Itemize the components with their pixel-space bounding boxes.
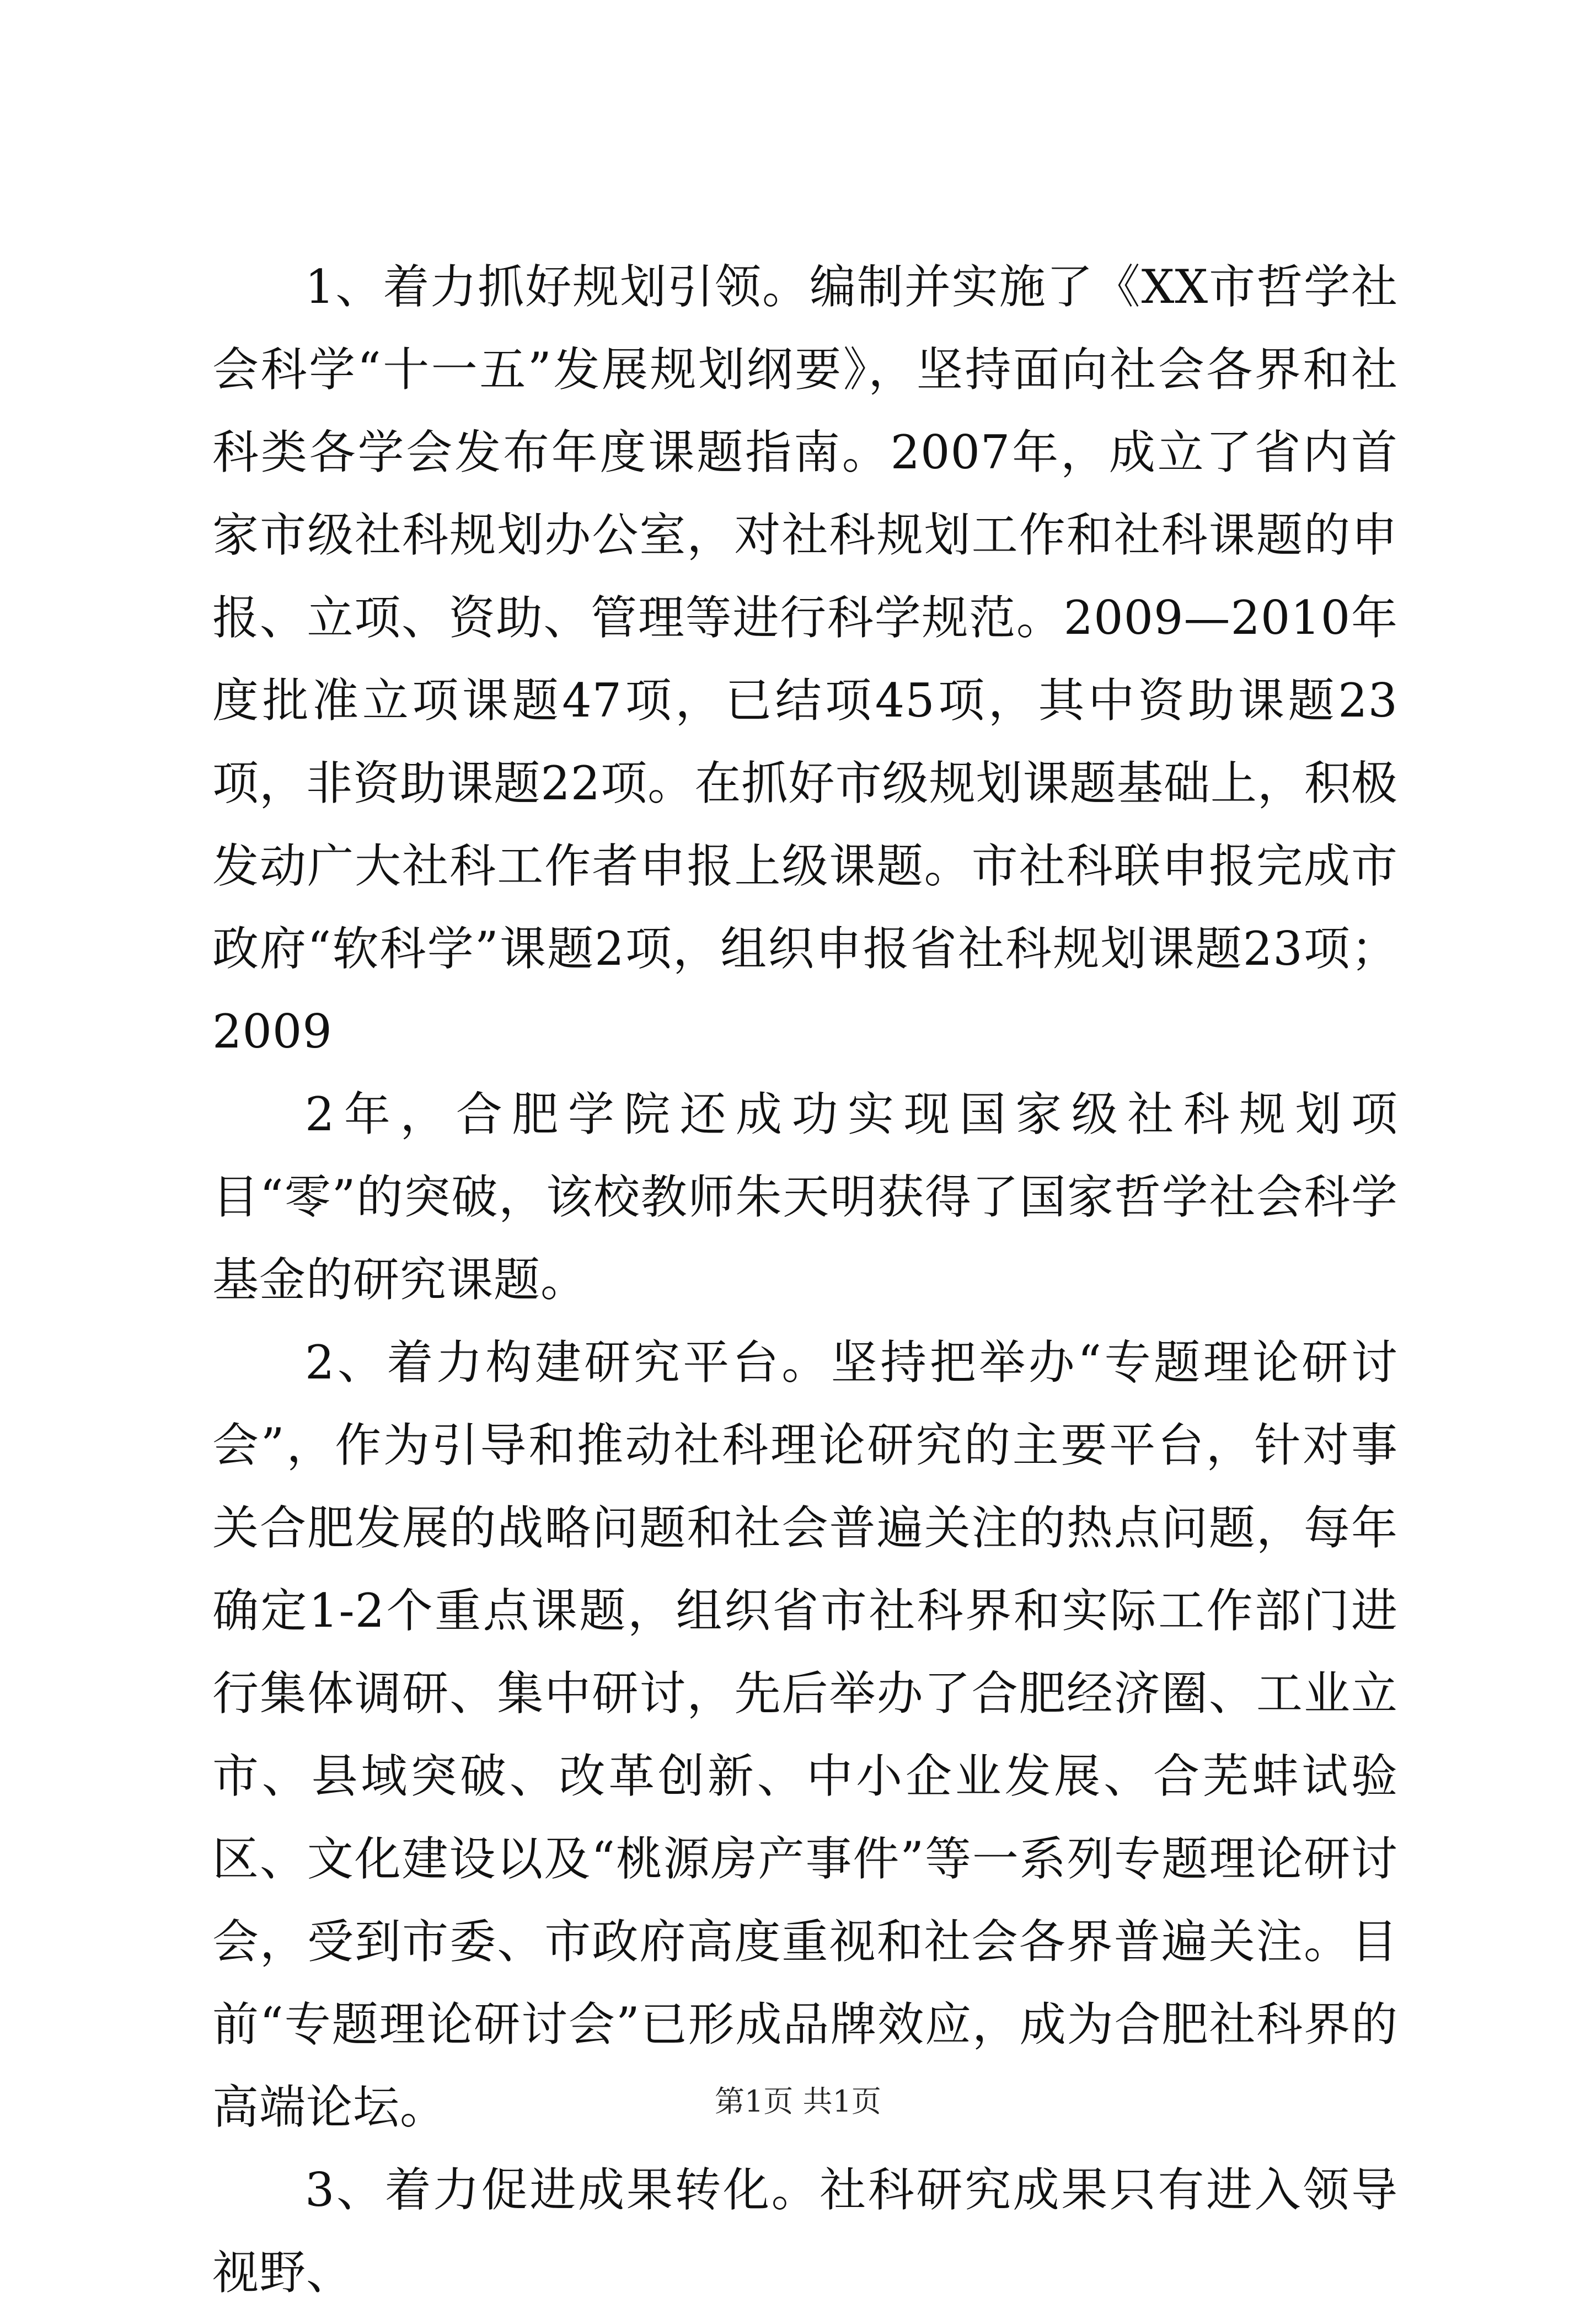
page-footer: 第1页 共1页 <box>715 2084 881 2119</box>
document-body <box>212 245 1398 2314</box>
paragraph-national-breakthrough: 2年，合肥学院还成功实现国家级社科规划项目“零”的突破，该校教师朱天明获得了国家哲学社会科学基金的研究课题。 <box>212 1087 1398 1307</box>
paragraph-research-platform: 2、着力构建研究平台。坚持把举办“专题理论研讨会”，作为引导和推动社科理论研究的主要平台，针对事关合肥发展的战略问题和社会普遍关注的热点问题，每年确定1-2个重点课题，组织省市社科界和实际工作部门进行集体调研、集中研讨，先后举办了合肥经济圈、工业立市、县域突破、改革创新、中小企业发展、合芜蚌试验区、文化建设以及“桃源房产事件”等一系列专题理论研讨会，受到市委、市政府高度重视和社会各界普遍关注。目前“专题理论研讨会”已形成品牌效应，成为合肥社科界的高端论坛。 <box>212 1335 1398 2134</box>
paragraph-results-transformation: 3、着力促进成果转化。社科研究成果只有进入领导视野、 <box>212 2163 1398 2300</box>
paragraph-planning: 1、着力抓好规划引领。编制并实施了《XX市哲学社会科学“十一五”发展规划纲要》，坚持面向社会各界和社科类各学会发布年度课题指南。2007年，成立了省内首家市级社科规划办公室，对社科规划工作和社科课题的申报、立项、资助、管理等进行科学规范。2009—2010年度批准立项课题47项，已结项45项，其中资助课题23项，非资助课题22项。在抓好市级规划课题基础上，积极发动广大社科工作者申报上级课题。市社科联申报完成市政府“软科学”课题2项，组织申报省社科规划课题23项；2009 <box>212 260 1398 1059</box>
